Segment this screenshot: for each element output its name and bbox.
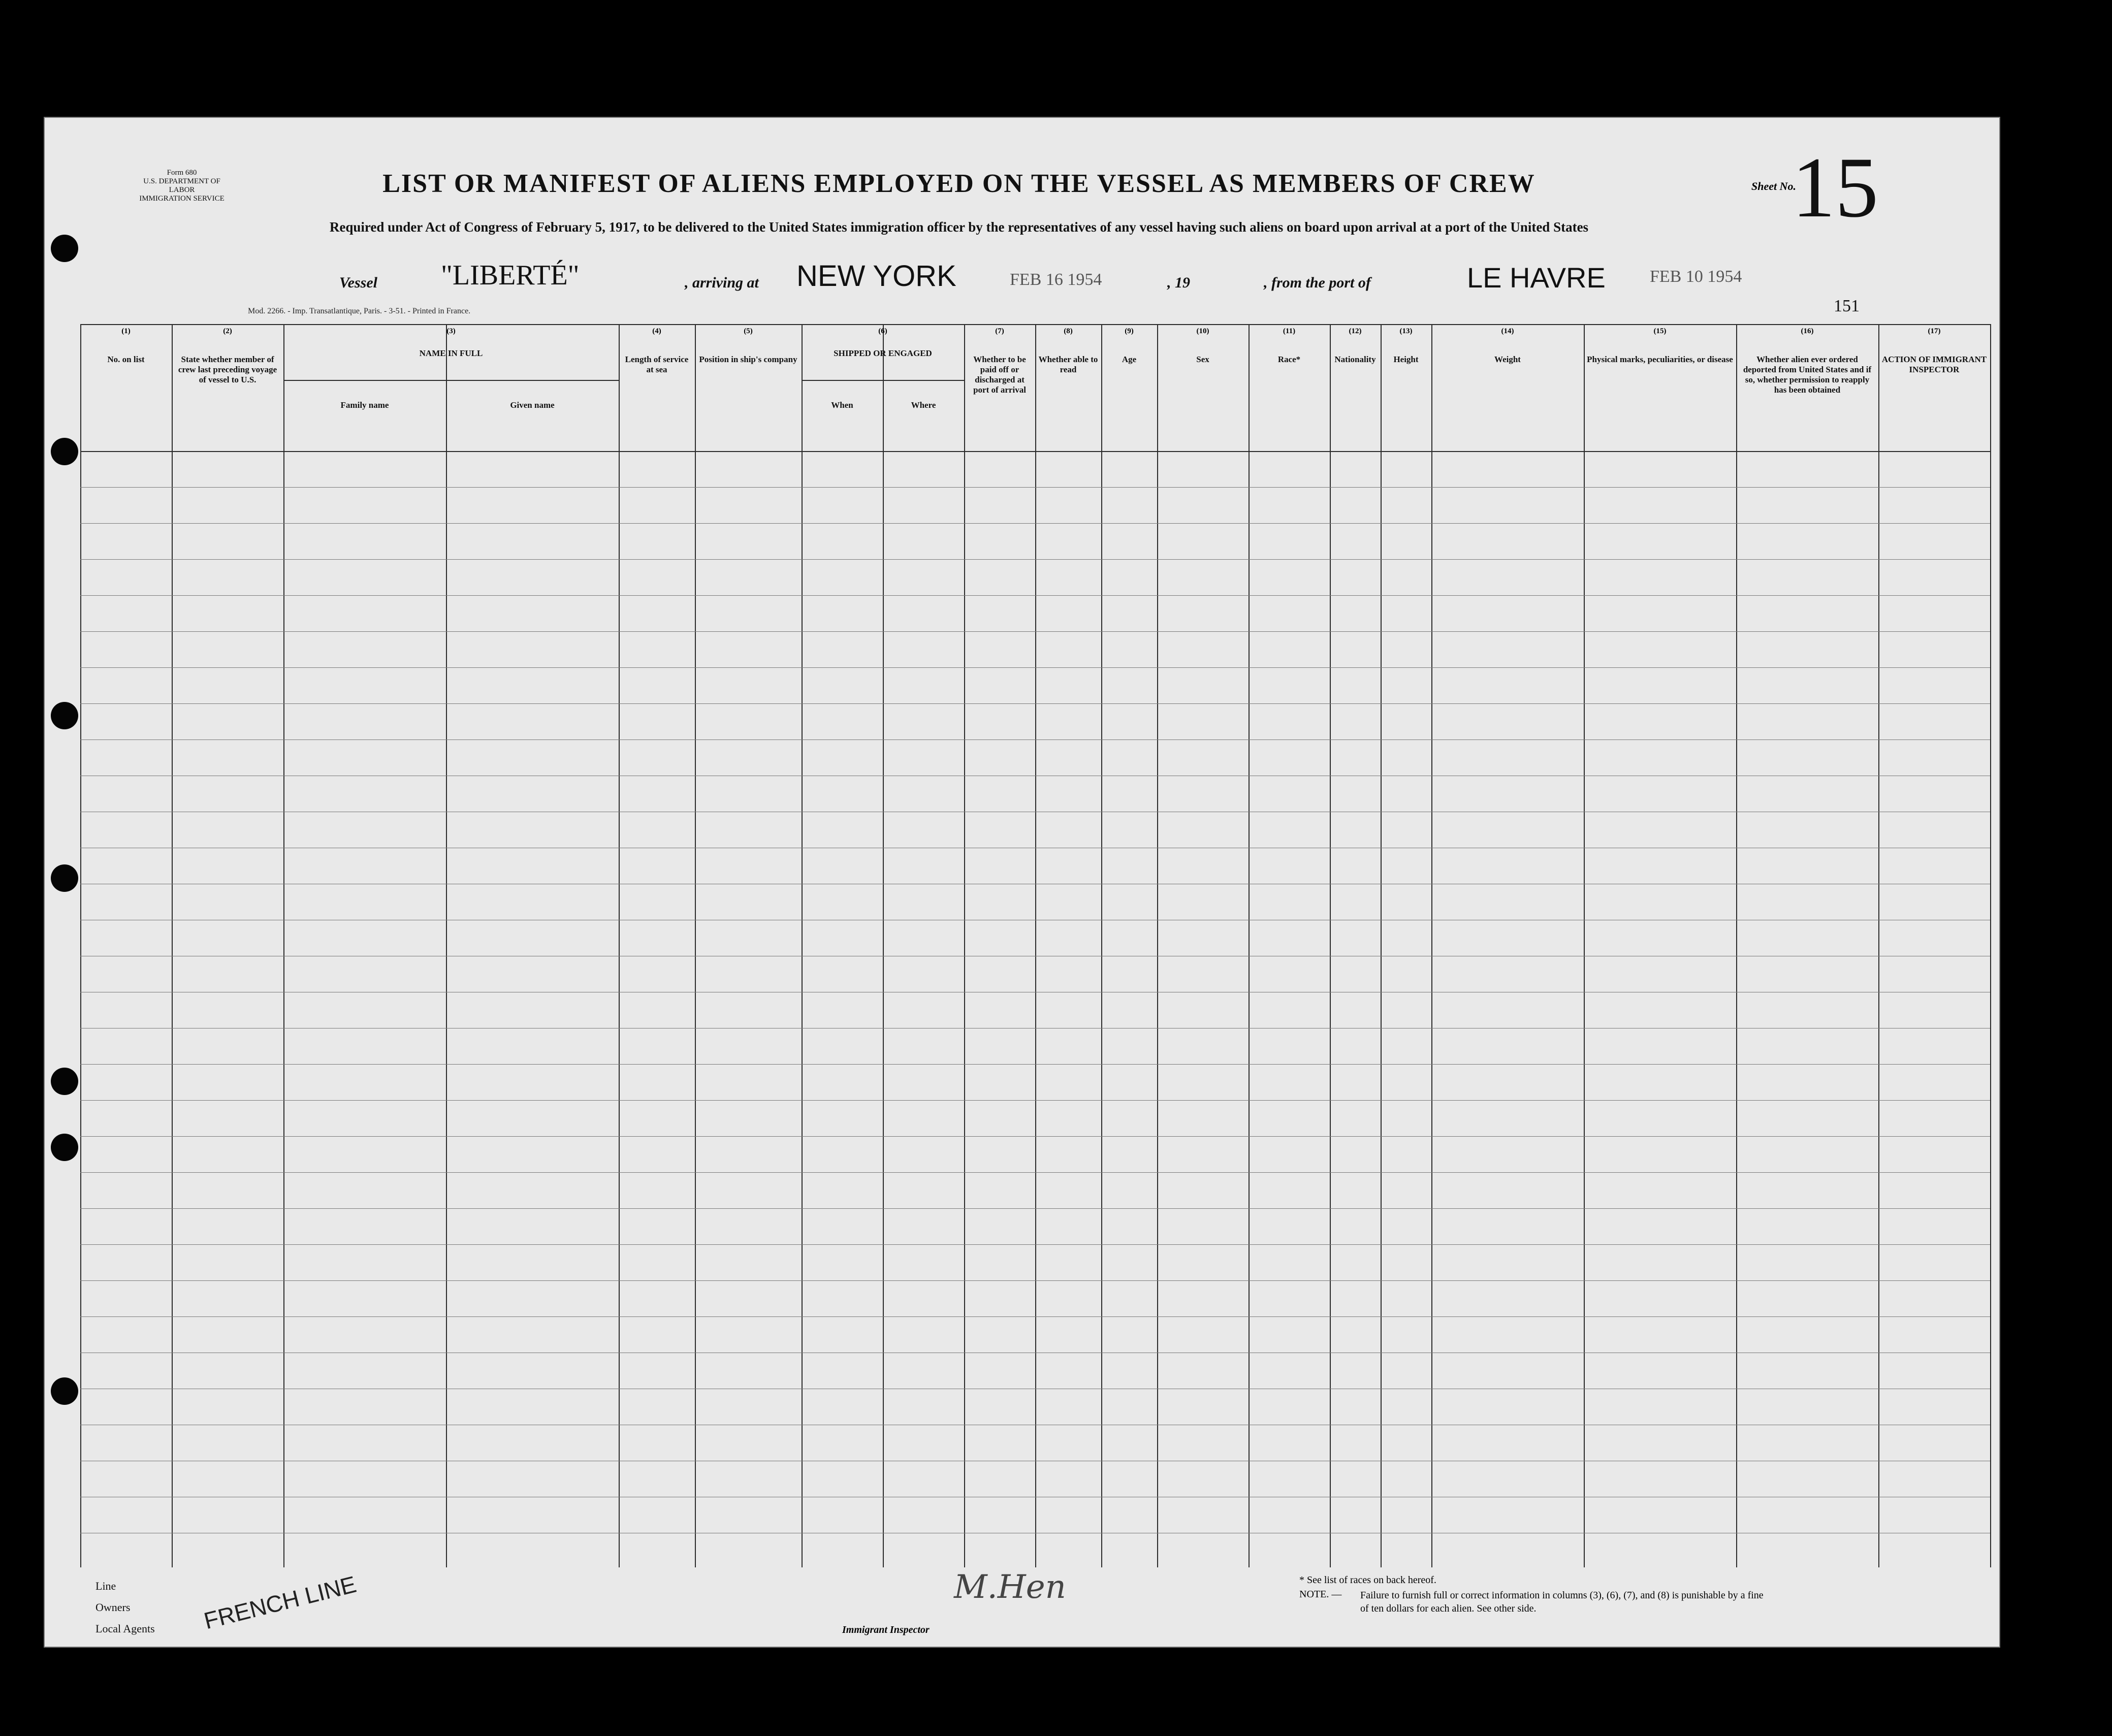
header-rule — [80, 324, 1990, 325]
column-number: (15) — [1653, 327, 1667, 335]
row-rule — [80, 1208, 1990, 1209]
column-rule — [283, 324, 284, 1567]
column-rule — [1157, 324, 1158, 1567]
races-note: * See list of races on back hereof. — [1299, 1574, 1436, 1586]
column-header: Whether able to read — [1038, 355, 1098, 374]
row-rule — [80, 1244, 1990, 1245]
column-number: (7) — [995, 327, 1004, 335]
column-header: Whether alien ever ordered deported from United States and if so, whether permission to reapply has been obtained — [1743, 355, 1872, 395]
page-title: LIST OR MANIFEST OF ALIENS EMPLOYED ON THE VESSEL AS MEMBERS OF CREW — [382, 169, 1535, 198]
column-rule — [1101, 324, 1102, 1567]
row-rule — [80, 667, 1990, 668]
column-header: Whether to be paid off or discharged at port of arrival — [973, 355, 1026, 395]
column-rule — [802, 324, 803, 1567]
column-rule — [446, 324, 447, 1567]
column-rule — [619, 324, 620, 1567]
column-header: Race* — [1277, 355, 1301, 364]
column-subheader: Family name — [340, 400, 389, 410]
column-number: (3) — [446, 327, 456, 335]
column-number: (12) — [1349, 327, 1362, 335]
punch-hole — [51, 1377, 78, 1405]
column-number: (16) — [1801, 327, 1814, 335]
column-header: Sex — [1196, 355, 1209, 364]
column-rule — [1249, 324, 1250, 1567]
punch-hole — [51, 438, 78, 465]
column-number: (13) — [1399, 327, 1413, 335]
column-header: State whether member of crew last preceding voyage of vessel to U.S. — [178, 355, 277, 384]
row-rule — [80, 1100, 1990, 1101]
column-rule — [1381, 324, 1382, 1567]
sheet-count: 151 — [1834, 297, 1860, 315]
column-header: Weight — [1494, 355, 1521, 364]
row-rule — [80, 1136, 1990, 1137]
row-rule — [80, 1064, 1990, 1065]
column-rule — [1878, 324, 1879, 1567]
sheet-number: 15 — [1792, 140, 1878, 235]
subtitle: Required under Act of Congress of February 5, 1917, to be delivered to the United States immigration officer by the representatives of any vessel having such aliens on board upon arrival at a port of the United States — [329, 219, 1589, 235]
row-rule — [80, 1172, 1990, 1173]
row-rule — [80, 487, 1990, 488]
punch-hole — [51, 1134, 78, 1161]
column-number: (2) — [223, 327, 232, 335]
column-rule — [695, 324, 696, 1567]
column-rule — [883, 324, 884, 1567]
manifest-table — [80, 324, 1990, 1567]
column-number: (8) — [1064, 327, 1073, 335]
column-number: (11) — [1283, 327, 1296, 335]
vessel-name: "LIBERTÉ" — [441, 260, 580, 291]
sheet-label: Sheet No. — [1751, 180, 1796, 192]
departure-date-stamp: FEB 10 1954 — [1650, 267, 1742, 286]
row-rule — [80, 1280, 1990, 1281]
punch-hole — [51, 235, 78, 262]
vessel-label: Vessel — [339, 274, 377, 291]
column-header: ACTION OF IMMIGRANT INSPECTOR — [1881, 355, 1987, 374]
column-header: Age — [1122, 355, 1137, 364]
note-text: Failure to furnish full or correct information in columns (3), (6), (7), and (8) is punishable by a fine of ten dollars for each alien. See other side. — [1360, 1590, 1764, 1614]
column-header: SHIPPED OR ENGAGED — [834, 348, 932, 358]
punch-hole — [51, 1068, 78, 1095]
department: U.S. DEPARTMENT OF LABOR — [143, 177, 220, 194]
subheader-rule — [802, 380, 964, 381]
row-rule — [80, 703, 1990, 704]
arriving-port: NEW YORK — [796, 260, 956, 293]
footer — [80, 1568, 1990, 1645]
line-label: Line — [95, 1580, 116, 1592]
owners-label: Owners — [95, 1601, 131, 1614]
column-number: (9) — [1125, 327, 1134, 335]
column-subheader: Given name — [510, 400, 555, 410]
inspector-label: Immigrant Inspector — [842, 1624, 930, 1635]
french-line-stamp: FRENCH LINE — [201, 1570, 359, 1634]
column-header: Length of service at sea — [625, 355, 689, 374]
row-rule — [80, 559, 1990, 560]
column-number: (14) — [1501, 327, 1514, 335]
column-header: Height — [1393, 355, 1419, 364]
column-number: (4) — [652, 327, 661, 335]
punch-hole — [51, 864, 78, 892]
punch-hole — [51, 702, 78, 729]
column-subheader: When — [831, 400, 853, 410]
column-header: No. on list — [107, 355, 145, 364]
column-number: (6) — [878, 327, 887, 335]
row-rule — [80, 1316, 1990, 1317]
note-label: NOTE. — — [1299, 1589, 1342, 1600]
header-rule — [80, 451, 1990, 452]
column-rule — [172, 324, 173, 1567]
from-port: LE HAVRE — [1467, 262, 1606, 294]
service: IMMIGRATION SERVICE — [139, 195, 225, 203]
form-number: Form 680 — [167, 169, 197, 177]
row-rule — [80, 523, 1990, 524]
column-number: (17) — [1928, 327, 1941, 335]
column-rule — [1330, 324, 1331, 1567]
arrival-date-stamp: FEB 16 1954 — [1010, 270, 1102, 289]
column-header: NAME IN FULL — [419, 348, 483, 358]
column-rule — [1584, 324, 1585, 1567]
column-rule — [80, 324, 81, 1567]
row-rule — [80, 595, 1990, 596]
column-header: Position in ship's company — [699, 355, 797, 364]
subheader-rule — [283, 380, 619, 381]
column-rule — [964, 324, 965, 1567]
arriving-label: , arriving at — [685, 274, 759, 291]
agents-label: Local Agents — [95, 1622, 155, 1635]
year-label: , 19 — [1167, 274, 1190, 291]
column-header: Nationality — [1334, 355, 1376, 364]
column-number: (5) — [744, 327, 753, 335]
manifest-sheet — [45, 118, 1999, 1647]
from-label: , from the port of — [1264, 274, 1371, 291]
column-rule — [1990, 324, 1991, 1567]
column-rule — [1736, 324, 1737, 1567]
printer-line: Mod. 2266. - Imp. Transatlantique, Paris. - 3-51. - Printed in France. — [248, 307, 471, 315]
column-number: (1) — [121, 327, 131, 335]
column-rule — [1035, 324, 1036, 1567]
inspector-signature: M.Hen — [954, 1568, 1066, 1606]
column-rule — [1431, 324, 1432, 1567]
row-rule — [80, 631, 1990, 632]
column-header: Physical marks, peculiarities, or disease — [1587, 355, 1733, 364]
column-subheader: Where — [911, 400, 936, 410]
column-number: (10) — [1196, 327, 1209, 335]
